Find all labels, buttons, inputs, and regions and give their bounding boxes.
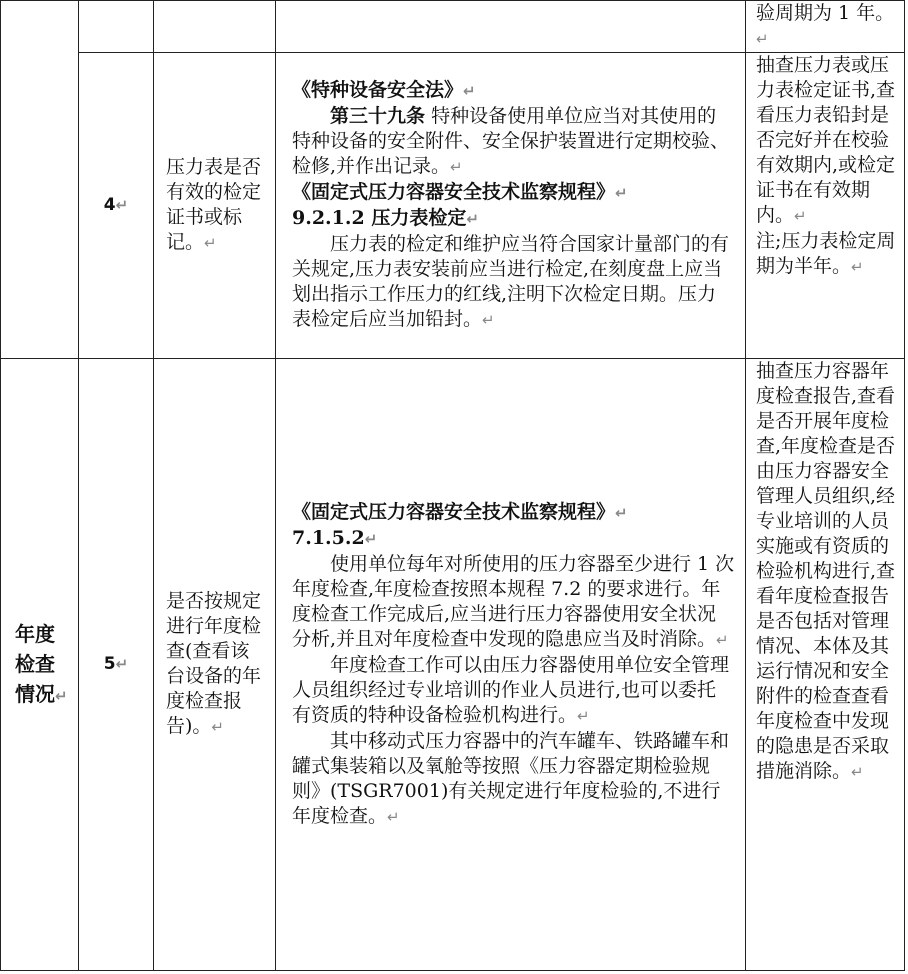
table-row-item-4 — [1, 53, 905, 359]
item-number-cell — [79, 53, 154, 359]
regulation-title: 《固定式压力容器安全技术监察规程》 — [292, 181, 616, 203]
article-number: 第三十九条 — [330, 105, 426, 127]
legal-basis-cell — [276, 53, 746, 359]
clause-paragraph-2: 年度检查工作可以由压力容器使用单位安全管理人员组织经过专业培训的作业人员进行,也可以委托有资质的特种设备检验机构进行。 — [292, 653, 730, 726]
number-cell-blank — [79, 1, 154, 53]
paragraph-mark-icon: ↵ — [482, 311, 495, 329]
paragraph-mark-icon: ↵ — [851, 258, 864, 276]
method-text: 验周期为 1 年。 — [756, 2, 895, 24]
paragraph-mark-icon: ↵ — [577, 706, 590, 725]
paragraph-mark-icon: ↵ — [55, 686, 68, 705]
method-note: 注;压力表检定周期为半年。 — [756, 230, 896, 277]
paragraph-mark-icon: ↵ — [615, 184, 628, 202]
check-item-text: 是否按规定进行年度检查(查看该台设备的年度检查报告)。 — [166, 590, 262, 737]
check-item-cell — [154, 53, 276, 359]
item-cell-blank — [154, 1, 276, 53]
check-item-cell — [154, 359, 276, 971]
item-number-cell — [79, 359, 154, 971]
paragraph-mark-icon: ↵ — [204, 234, 217, 252]
law-title: 《特种设备安全法》 — [292, 79, 464, 101]
paragraph-mark-icon: ↵ — [716, 630, 729, 649]
category-label: 年度检查情况 — [15, 621, 55, 706]
item-number: 5 — [103, 654, 116, 674]
paragraph-mark-icon: ↵ — [364, 529, 378, 548]
category-cell-blank — [1, 1, 79, 359]
method-cell-continued — [746, 1, 905, 53]
regulation-title: 《固定式压力容器安全技术监察规程》 — [292, 500, 616, 523]
table-row-continued — [1, 1, 905, 53]
article-text: 特种设备使用单位应当对其使用的特种设备的安全附件、安全保护装置进行定期校验、检修,并作出记录。 — [292, 105, 730, 177]
clause-paragraph-1: 使用单位每年对所使用的压力容器至少进行 1 次年度检查,年度检查按照本规程 7.2 的要求进行。年度检查工作完成后,应当进行压力容器使用安全状况分析,并且对年度检查中发现的隐患应当及时消除。 — [292, 552, 735, 650]
paragraph-mark-icon: ↵ — [211, 718, 224, 736]
paragraph-mark-icon: ↵ — [756, 30, 769, 48]
method-text: 抽查压力容器年度检查报告,查看是否开展年度检查,年度检查是否由压力容器安全管理人员组织,经专业培训的人员实施或有资质的检验机构进行,查看年度检查报告是否包括对管理情况、本体及其运行情况和安全附件的检查查看年度检查中发现的隐患是否采取措施消除。 — [756, 360, 896, 782]
paragraph-mark-icon: ↵ — [794, 207, 807, 225]
clause-heading: 7.1.5.2 — [292, 526, 365, 549]
paragraph-mark-icon: ↵ — [450, 158, 463, 176]
paragraph-mark-icon: ↵ — [466, 210, 479, 228]
check-method-cell — [746, 359, 905, 971]
clause-paragraph-3: 其中移动式压力容器中的汽车罐车、铁路罐车和罐式集装箱以及氧舱等按照《压力容器定期检验规则》(TSGR7001)有关规定进行年度检验的,不进行年度检查。 — [292, 729, 730, 827]
paragraph-mark-icon: ↵ — [115, 196, 129, 214]
paragraph-mark-icon: ↵ — [615, 503, 628, 522]
paragraph-mark-icon: ↵ — [115, 655, 129, 673]
paragraph-mark-icon: ↵ — [463, 82, 476, 100]
table-row-item-5 — [1, 359, 905, 971]
legal-basis-cell — [276, 359, 746, 971]
check-method-cell — [746, 53, 905, 359]
paragraph-mark-icon: ↵ — [387, 807, 400, 826]
method-text: 抽查压力表或压力表检定证书,查看压力表铅封是否完好并在校验有效期内,或检定证书在有效期内。 — [756, 54, 896, 226]
check-item-text: 压力表是否有效的检定证书或标记。 — [166, 156, 262, 253]
category-cell — [1, 359, 79, 971]
basis-cell-blank — [276, 1, 746, 53]
paragraph-mark-icon: ↵ — [851, 763, 864, 781]
item-number: 4 — [103, 195, 116, 215]
clause-text: 压力表的检定和维护应当符合国家计量部门的有关规定,压力表安装前应当进行检定,在刻度盘上应当划出指示工作压力的红线,注明下次检定日期。压力表检定后应当加铅封。 — [292, 233, 730, 330]
clause-heading: 9.2.1.2 压力表检定 — [292, 207, 467, 229]
